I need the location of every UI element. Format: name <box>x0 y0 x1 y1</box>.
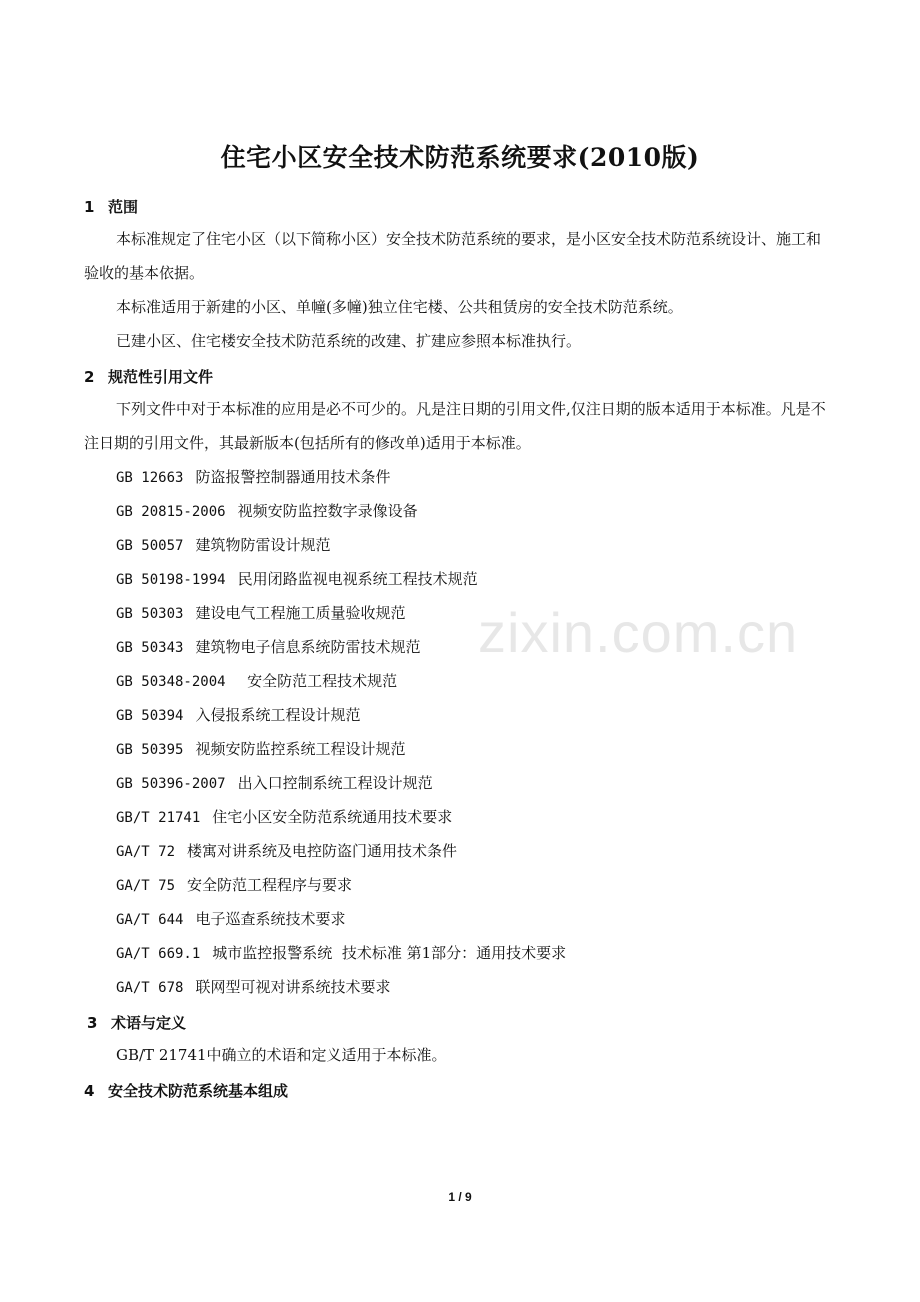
section-heading-scope <box>84 196 138 217</box>
reference-code: GA/T 669.1 <box>116 946 201 962</box>
reference-code: GB 50303 <box>116 606 184 622</box>
reference-code: GB 50057 <box>116 538 184 554</box>
page-number: 1 / 9 <box>448 1190 472 1204</box>
reference-code: GB 50395 <box>116 742 184 758</box>
reference-code: GB 50396-2007 <box>116 776 226 792</box>
reference-item <box>116 806 452 827</box>
reference-title: 视频安防监控数字录像设备 <box>237 502 418 520</box>
reference-item <box>116 704 360 725</box>
reference-item <box>116 466 390 487</box>
section-number: 4 <box>84 1082 95 1100</box>
reference-title: 入侵报系统工程设计规范 <box>195 706 361 724</box>
reference-code: GB 50198-1994 <box>116 572 226 588</box>
reference-code: GA/T 72 <box>116 844 176 860</box>
reference-item <box>116 568 478 589</box>
reference-title: 建筑物防雷设计规范 <box>195 536 331 554</box>
reference-code: GB 12663 <box>116 470 184 486</box>
reference-item <box>116 942 566 963</box>
terms-paragraph: GB/T 21741中确立的术语和定义适用于本标准。 <box>116 1046 447 1064</box>
watermark: zixin.com.cn <box>478 601 799 664</box>
reference-title: 防盗报警控制器通用技术条件 <box>195 468 391 486</box>
reference-title: 出入口控制系统工程设计规范 <box>237 774 433 792</box>
reference-title: 建筑物电子信息系统防雷技术规范 <box>195 638 421 656</box>
reference-code: GB 50394 <box>116 708 184 724</box>
reference-item <box>116 602 405 623</box>
reference-code: GA/T 678 <box>116 980 184 996</box>
reference-item <box>116 772 433 793</box>
reference-title: 安全防范工程技术规范 <box>237 672 398 690</box>
reference-code: GB 20815-2006 <box>116 504 226 520</box>
reference-item <box>116 840 457 861</box>
reference-title: 视频安防监控系统工程设计规范 <box>195 740 406 758</box>
reference-title: 联网型可视对讲系统技术要求 <box>195 978 391 996</box>
reference-title: 建设电气工程施工质量验收规范 <box>195 604 406 622</box>
section-title: 术语与定义 <box>111 1014 187 1032</box>
reference-code: GB 50348-2004 <box>116 674 226 690</box>
reference-item <box>116 738 405 759</box>
section-heading-normative-references <box>84 366 213 387</box>
reference-item <box>116 976 390 997</box>
reference-title: 民用闭路监视电视系统工程技术规范 <box>237 570 478 588</box>
reference-item <box>116 534 330 555</box>
section-title: 安全技术防范系统基本组成 <box>108 1082 289 1100</box>
reference-code: GA/T 75 <box>116 878 176 894</box>
references-intro-paragraph: 下列文件中对于本标准的应用是必不可少的。凡是注日期的引用文件,仅注日期的版本适用于本标准。凡是不注日期的引用文件，其最新版本(包括所有的修改单)适用于本标准。 <box>84 400 826 452</box>
reference-item <box>116 874 352 895</box>
reference-code: GB 50343 <box>116 640 184 656</box>
section-number: 3 <box>87 1014 98 1032</box>
section-heading-basic-composition <box>84 1080 288 1101</box>
reference-item <box>116 500 418 521</box>
reference-item <box>116 908 345 929</box>
reference-title: 住宅小区安全防范系统通用技术要求 <box>212 808 453 826</box>
reference-code: GA/T 644 <box>116 912 184 928</box>
reference-title: 城市监控报警系统 技术标准 第1部分：通用技术要求 <box>212 944 567 962</box>
scope-paragraph-3: 已建小区、住宅楼安全技术防范系统的改建、扩建应参照本标准执行。 <box>116 332 582 350</box>
section-number: 2 <box>84 368 95 386</box>
reference-title: 楼寓对讲系统及电控防盗门通用技术条件 <box>187 842 458 860</box>
section-title: 范围 <box>108 198 139 216</box>
document-title: 住宅小区安全技术防范系统要求(2010版) <box>220 143 700 172</box>
reference-code: GB/T 21741 <box>116 810 201 826</box>
reference-item <box>116 636 420 657</box>
reference-item <box>116 670 397 691</box>
section-heading-terms <box>87 1012 186 1033</box>
scope-paragraph-1: 本标准规定了住宅小区（以下简称小区）安全技术防范系统的要求，是小区安全技术防范系统设计、施工和验收的基本依据。 <box>84 230 822 282</box>
reference-title: 电子巡查系统技术要求 <box>195 910 346 928</box>
section-title: 规范性引用文件 <box>108 368 214 386</box>
reference-title: 安全防范工程程序与要求 <box>187 876 353 894</box>
section-number: 1 <box>84 198 95 216</box>
scope-paragraph-2: 本标准适用于新建的小区、单幢(多幢)独立住宅楼、公共租赁房的安全技术防范系统。 <box>116 298 683 316</box>
